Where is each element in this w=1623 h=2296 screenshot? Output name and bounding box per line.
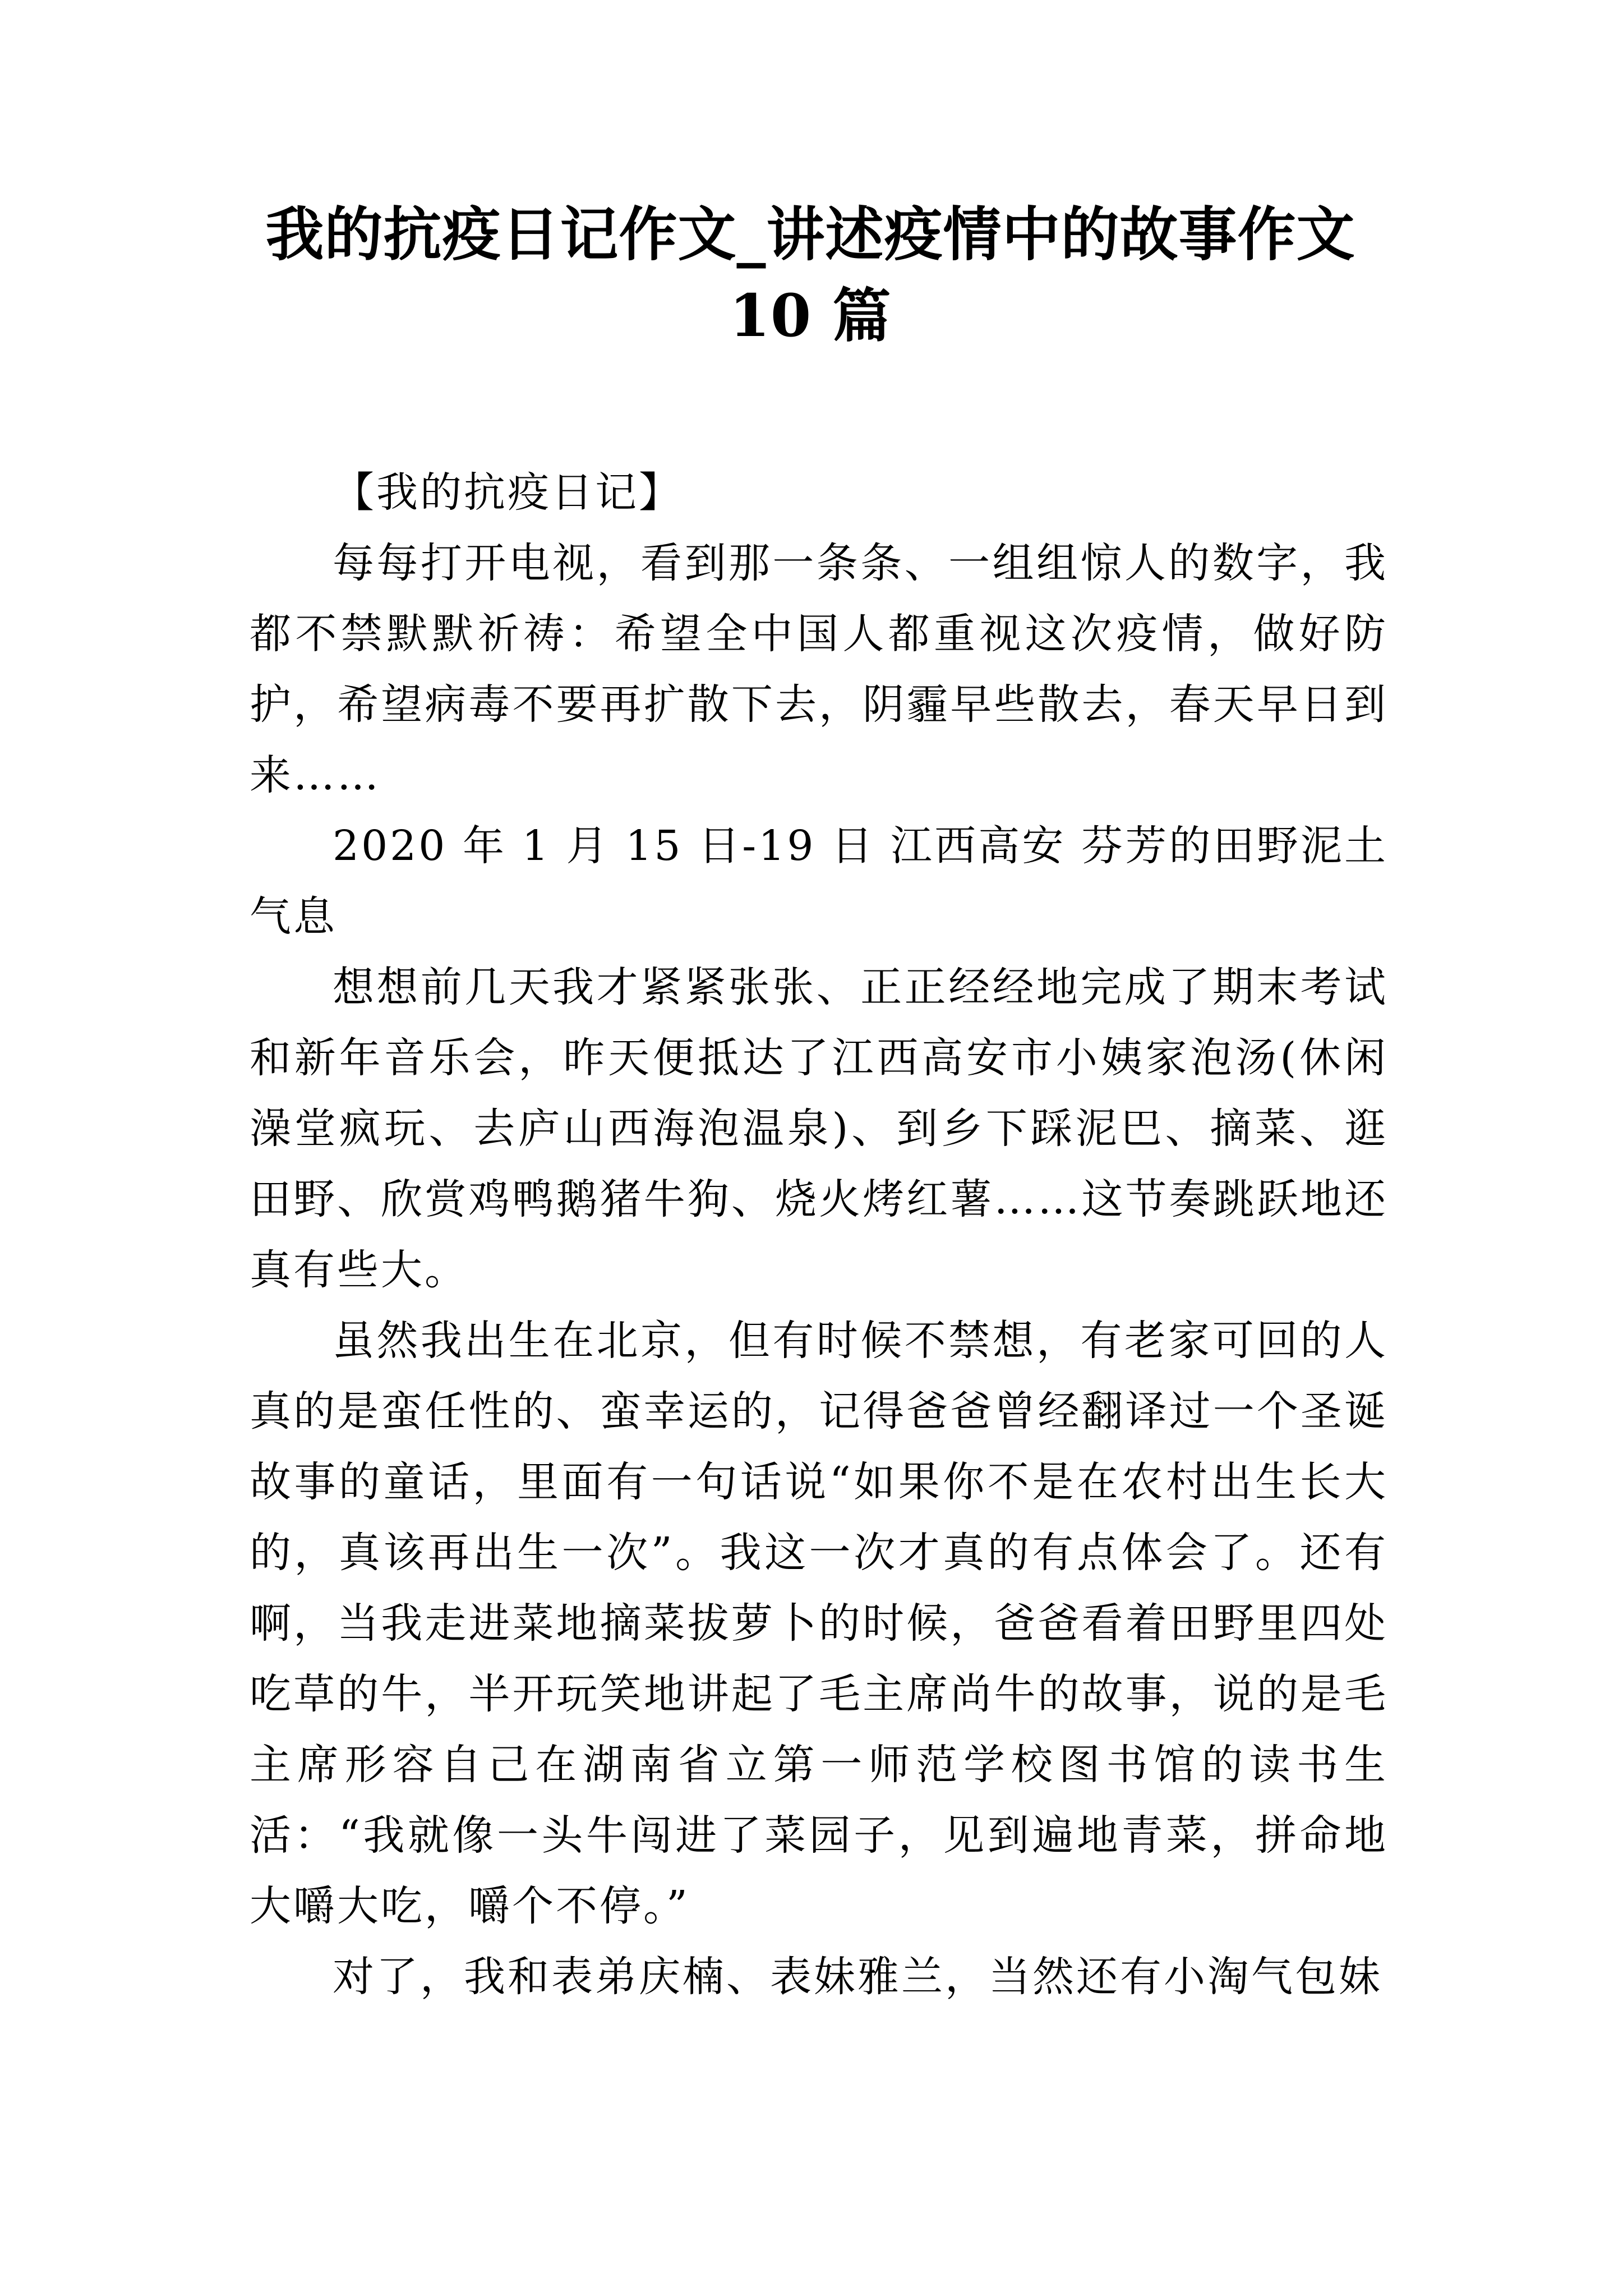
paragraph: 每每打开电视，看到那一条条、一组组惊人的数字，我都不禁默默祈祷：希望全中国人都重视这次疫情，做好防护，希望病毒不要再扩散下去，阴霾早些散去，春天早日到来…… xyxy=(250,539,1388,799)
paragraph: 虽然我出生在北京，但有时候不禁想，有老家可回的人真的是蛮任性的、蛮幸运的，记得爸爸曾经翻译过一个圣诞故事的童话，里面有一句话说“如果你不是在农村出生长大的，真该再出生一次”。我这一次才真的有点体会了。还有啊，当我走进菜地摘菜拔萝卜的时候，爸爸看着田野里四处吃草的牛，半开玩笑地讲起了毛主席尚牛的故事，说的是毛主席形容自己在湖南省立第一师范学校图书馆的读书生活：“我就像一头牛闯进了菜园子，见到遍地青菜，拼命地大嚼大吃，嚼个不停。” xyxy=(250,1317,1388,1930)
title-line-2: 10 篇 xyxy=(729,281,892,350)
title-line-1: 我的抗疫日记作文_讲述疫情中的故事作文 xyxy=(265,200,1355,269)
paragraph: 2020 年 1 月 15 日-19 日 江西高安 芬芳的田野泥土气息 xyxy=(250,822,1388,941)
document-title xyxy=(247,194,1374,356)
document-body xyxy=(250,457,1388,2012)
section-heading: 【我的抗疫日记】 xyxy=(333,468,683,517)
paragraph: 想想前几天我才紧紧张张、正正经经地完成了期末考试和新年音乐会，昨天便抵达了江西高安市小姨家泡汤(休闲澡堂疯玩、去庐山西海泡温泉)、到乡下踩泥巴、摘菜、逛田野、欣赏鸡鸭鹅猪牛狗、烧火烤红薯……这节奏跳跃地还真有些大。 xyxy=(250,963,1388,1294)
paragraph: 对了，我和表弟庆楠、表妹雅兰，当然还有小淘气包妹 xyxy=(333,1953,1382,2001)
